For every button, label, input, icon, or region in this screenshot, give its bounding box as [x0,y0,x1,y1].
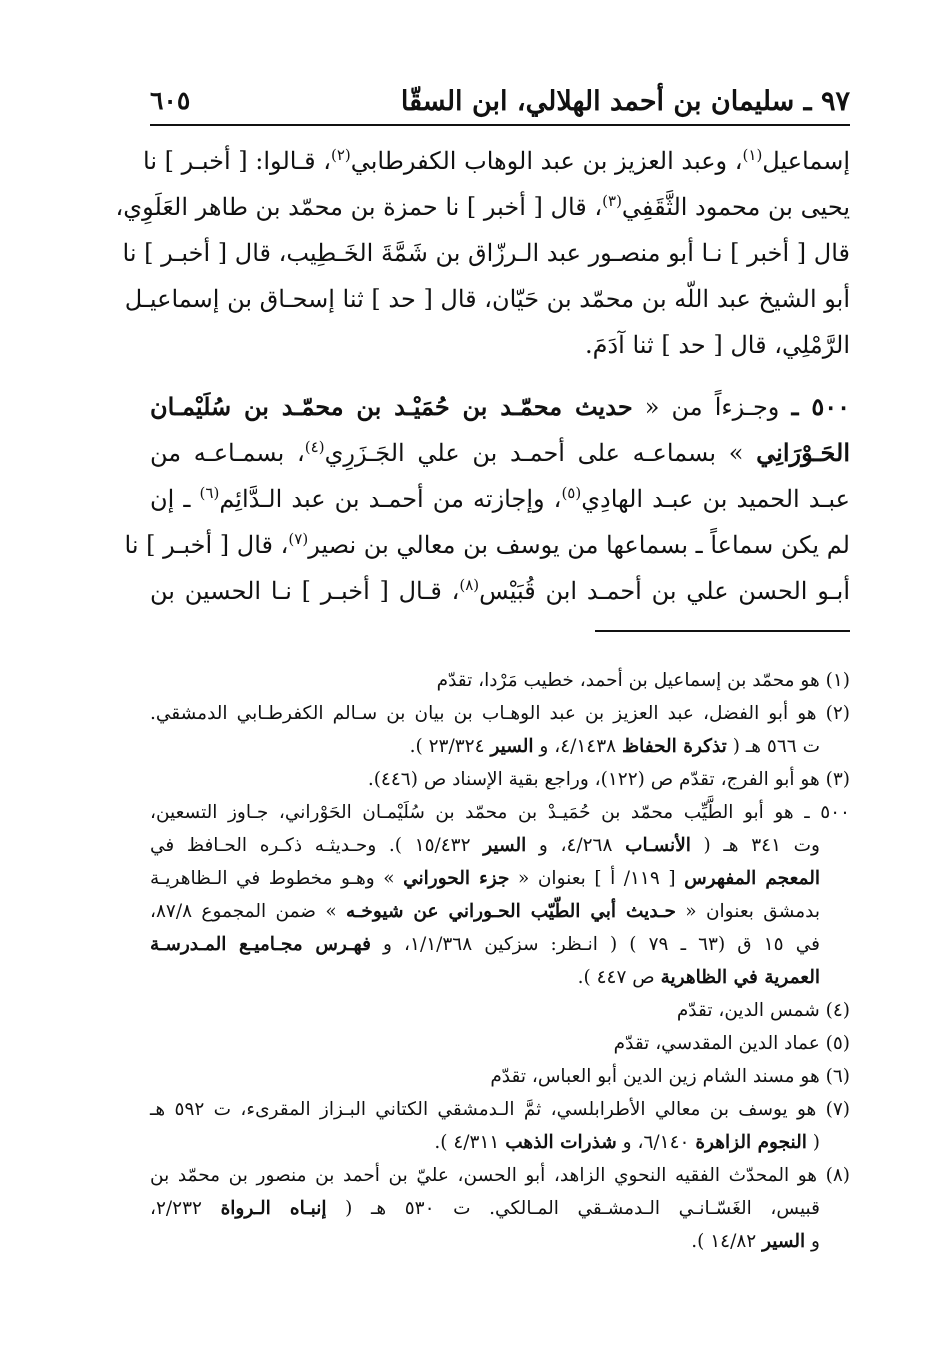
text-run: ـ إن [150,485,200,513]
text-run: النجوم الزاهرة [695,1132,807,1153]
footnote-marker: (٧) [288,530,309,548]
text-run: بدمشق بعنوان « [675,901,820,922]
text-run: ، قال [ أخبر ] نا حمزة بن محمّد بن طاهر العَلَوِي، [115,193,603,221]
footnote-line [150,862,850,895]
footnote-marker: (٨) [459,576,480,594]
text-run: فهـرس مجـاميـع المـدرسـة [150,934,371,955]
text-line [150,430,850,476]
text-run: ص ٤٤٧ ). [577,967,661,988]
text-run: [ ١١٩/ أ ] بعنوان « [509,868,685,889]
text-run: السير [483,835,527,856]
text-line [150,568,850,614]
text-run: أبو الشيخ عبد اللّه بن محمّد بن حَيّان، قال [ حد ] ثنا إسحـاق بن إسماعيـل [124,285,850,313]
text-line [115,184,850,230]
running-title: ٩٧ ـ سليمان بن أحمد الهلالي، ابن السقّا [400,86,850,117]
text-run: ٤/١٤٣٨، و [533,736,622,757]
text-run: السير [490,736,534,757]
footnote-line [150,1060,850,1093]
footnote-line [150,763,850,796]
text-run: و [805,1231,820,1252]
text-run: إسماعيل [762,147,850,175]
footnote-marker: (٤) [304,438,325,456]
text-line [150,322,850,368]
text-line [124,522,850,568]
text-run: (٢) هو أبو الفضل، عبد العزيز بن عبد الوهـاب بن بيان بن سـالم الكفرطـابي الدمشقي. [150,703,850,724]
text-run: (٥) عماد الدين المقدسي، تقدّم [613,1033,850,1054]
text-run: (١) هو محمّد بن إسماعيل بن أحمد، خطيب مَرْدا، تقدّم [436,670,850,691]
footnote-marker: (١) [742,146,763,164]
text-run: ، وإجازته من أحمـد بن عبد الـدَّائِم [219,485,562,513]
text-run: جزء الحوراني [403,868,510,889]
text-run: الرَّمْلِي، قال [ حد ] ثنا آدَمَ. [584,331,850,359]
footnote-line [150,895,850,928]
text-run: عبـد الحميد بن عبـد الهادِي [581,485,850,513]
page-number: ٦٠٥ [150,86,191,115]
footnote-line [150,1126,850,1159]
text-line [150,476,850,522]
footnote-marker: (٣) [602,192,622,210]
footnote-line [150,1192,850,1225]
footnote-marker: (٢) [330,146,351,164]
text-run: الحَـوْرَانِي [756,438,851,467]
footnote-line [150,1027,850,1060]
footnote-line [150,1225,850,1258]
footnote-line [150,664,850,697]
footnote-marker: (٦) [199,484,220,502]
text-run: تذكرة الحفاظ [622,736,727,757]
text-run: ، وعبد العزيز بن عبد الوهاب الكفرطابي [350,147,743,175]
text-run: وجـزءاً من « [632,393,792,421]
paragraph-gap [150,368,850,384]
text-line [150,384,850,430]
text-run: ٥٠٠ ـ [791,392,850,421]
text-run: ت ٥٦٦ هـ ( [726,736,820,757]
text-run: المعجم المفهرس [684,868,820,889]
text-run: السير [762,1231,806,1252]
text-run: حديث محمّـد بن حُمَيْـد بن محمّـد بن سُلَيْمـان [150,392,633,421]
text-run: قال [ أخبر ] نـا أبو منصـور عبد الـرزّاق بن شَمَّةَ الخَـطِيب، قال [ أخبـر ] نا [122,239,850,267]
footnote-separator [595,630,850,632]
footnote-line [150,961,850,994]
text-run: (٣) هو أبو الفرج، تقدّم ص (١٢٢)، وراجع بقية الإسناد ص (٤٤٦). [367,769,850,790]
text-run: » ضمن المجموع ٨٧/٨، [150,901,347,922]
footnote-line [150,1093,850,1126]
text-line [122,230,850,276]
footnote-line [150,1159,850,1192]
text-run: وت ٣٤١ هـ ( [690,835,820,856]
text-run: ، قـالوا: [ أخبـر ] نا [143,147,331,175]
footnote-marker: (٥) [561,484,582,502]
text-run: ، قـال [ أخبـر ] نـا الحسين بن [150,577,460,605]
text-run: ٥٠٠ ـ هو أبو الطَّيِّب محمّد بن حُمَيـدْ بن محمّد بن سُلَيْمـان الحَوْراني، جـاوز التسعين، [150,802,850,823]
page-header [150,82,850,122]
text-run: ، قال [ أخبـر ] نا [124,531,289,559]
footnote-line [150,829,850,862]
text-run: ( [806,1132,820,1153]
text-run: ٢٣/٣٢٤ ). [409,736,491,757]
text-run: الأنسـاب [625,835,691,856]
text-run: العمرية في الظاهرية [660,967,820,988]
text-run: ١٥/٤٣٢ ). وحـديثـه ذكـره الحـافظ في [150,835,484,856]
text-line [143,138,850,184]
text-run: ٢/٢٣٢، [150,1198,221,1219]
text-run: » بسماعـه على أحمـد بن علي الجَـزَرِي [324,439,757,467]
main-text [115,138,851,614]
text-run: ٤/٢٦٨، و [526,835,626,856]
text-run: (٨) هو المحدّث الفقيه النحوي الزاهد، أبو الحسن، عليّ بن أحمد بن منصور بن محمّد بن [150,1165,850,1186]
text-run: لم يكن سماعاً ـ بسماعها من يوسف بن معالي بن نصير [308,531,850,559]
text-run: شذرات الذهب [505,1132,617,1153]
text-run: ٤/٣١١ ). [434,1132,506,1153]
text-run: (٦) هو مسند الشام زين الدين أبو العباس، تقدّم [490,1066,850,1087]
footnotes [150,664,850,1258]
text-run: حـديث أبي الطّيّب الحـوراني عن شيوخـه [346,901,676,922]
footnote-line [150,730,850,763]
text-run: يحيى بن محمود الثَّقَفِي [621,193,850,221]
text-run: » وهـو مخطوط في الـظاهريـة [150,868,404,889]
text-run: ٦/١٤٠، و [616,1132,696,1153]
text-run: إنبـاه الـرواة [220,1198,327,1219]
footnote-line [150,994,850,1027]
text-run: (٧) هو يوسف بن معالي الأطرابلسي، ثمَّ الـدمشقي الكتاني البـزاز المقرىء، ت ٥٩٢ هـ [150,1099,850,1120]
text-run: أبـو الحسن علي بن أحمـد ابن قُبَيْس [479,577,850,605]
text-run: قبيس، الغَسّـانـي الـدمشـقي المـالكي. ت ٥٣٠ هـ ( [326,1198,820,1219]
text-run: في ١٥ ق (٦٣ ـ ٧٩ ) ( انـظر: سزكين ١/١/٣٦٨، و [370,934,820,955]
text-run: ١٤/٨٢ ). [691,1231,763,1252]
text-run: (٤) شمس الدين، تقدّم [676,1000,850,1021]
footnote-line [150,697,850,730]
text-line [124,276,850,322]
header-rule [150,124,850,126]
footnote-line [150,796,850,829]
footnote-line [150,928,850,961]
text-run: ، بسمـاعـه من [150,439,305,467]
